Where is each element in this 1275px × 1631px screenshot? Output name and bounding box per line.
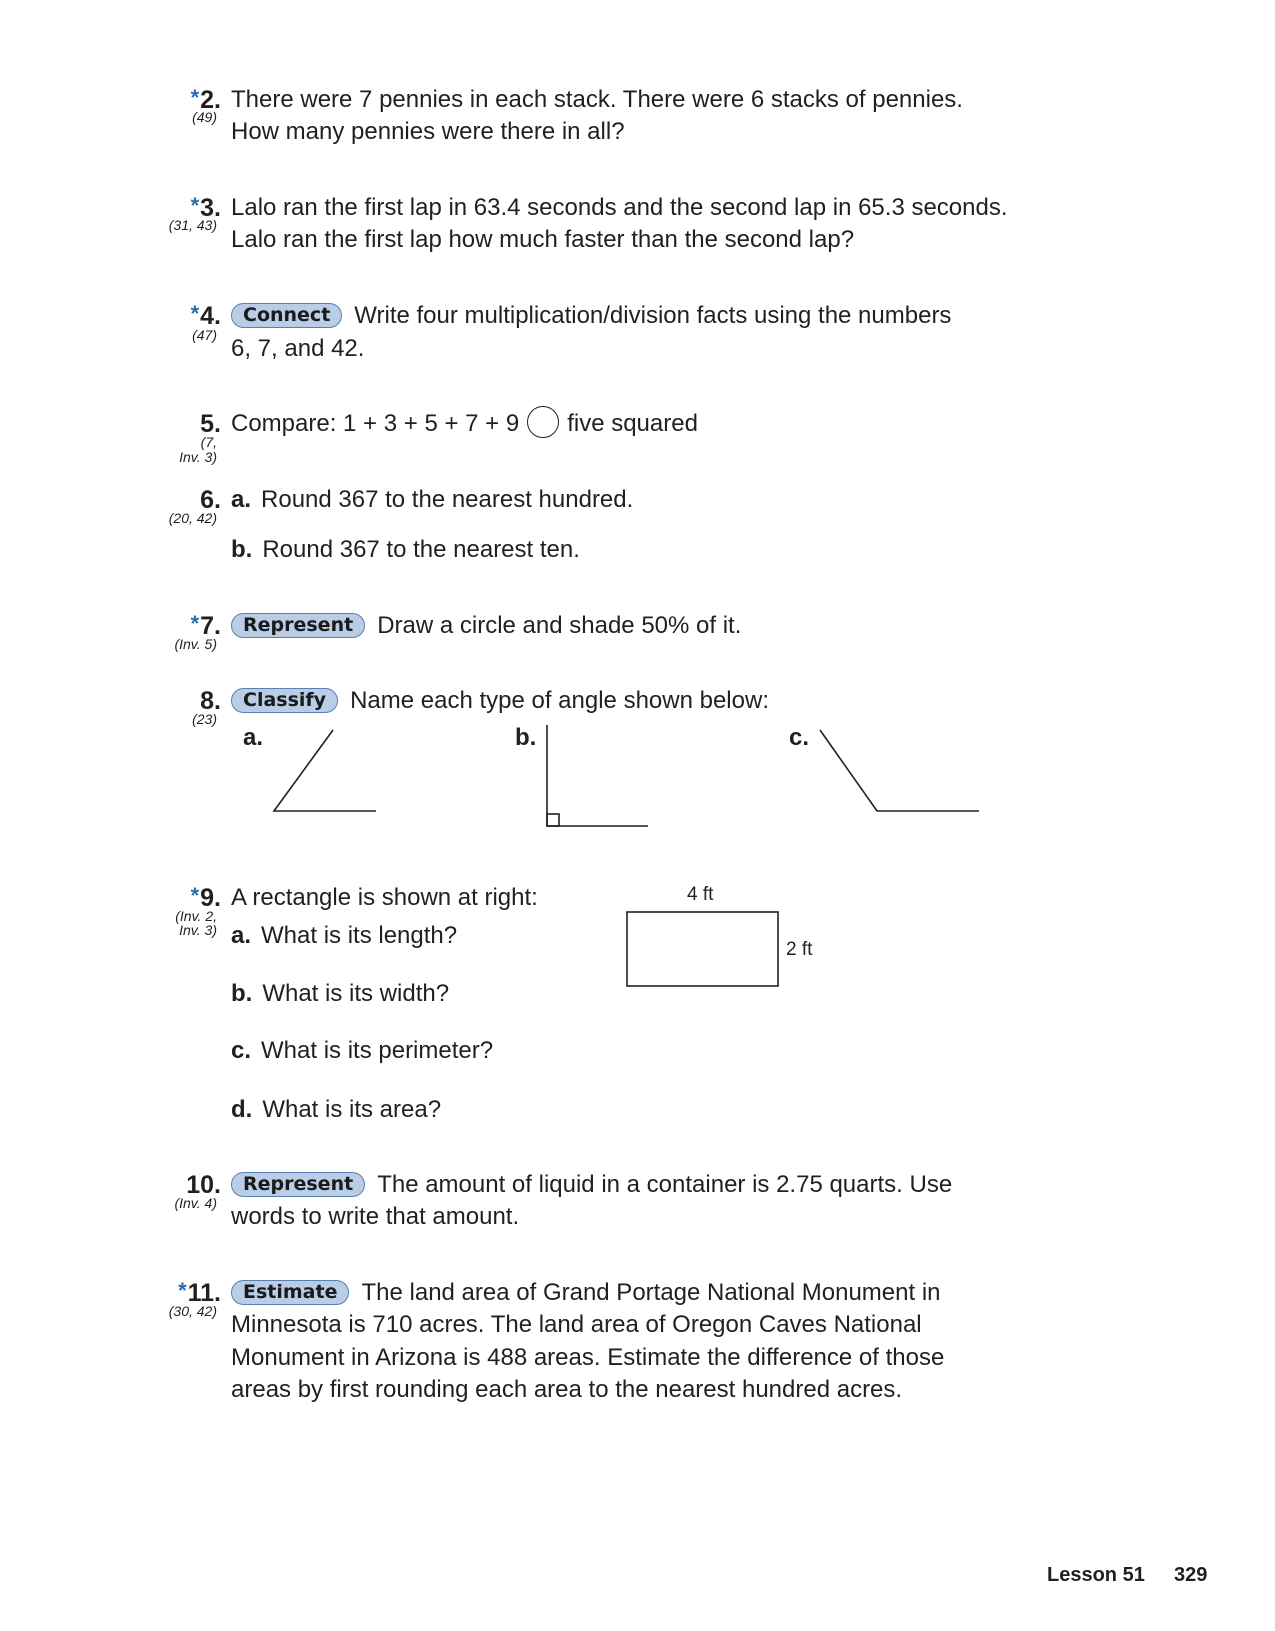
right-angle [547, 725, 648, 826]
star-icon: * [190, 301, 200, 326]
rectangle-length-label: 4 ft [687, 884, 714, 905]
subpart-d: d. What is its area? [231, 1096, 442, 1123]
lesson-reference: (Inv. 5) [174, 636, 217, 652]
problem-text-line: areas by first rounding each area to the nearest hundred acres. [231, 1376, 903, 1403]
lesson-label: Lesson 51 [1047, 1564, 1145, 1586]
rectangle-figure [627, 912, 778, 986]
problem-text-line: Minnesota is 710 acres. The land area of Oregon Caves National [231, 1311, 922, 1338]
problem-text-line: There were 7 pennies in each stack. There were 6 stacks of pennies. [231, 86, 963, 113]
lesson-reference: (Inv. 4) [174, 1195, 217, 1211]
star-icon: * [178, 1278, 187, 1303]
page-number: 329 [1174, 1564, 1208, 1586]
obtuse-angle [820, 730, 979, 811]
problem-number: *3. [190, 193, 221, 222]
problem-number: *9. [190, 883, 221, 912]
problem-number: *2. [190, 85, 221, 114]
problem-text-line: Estimate The land area of Grand Portage National Monument in [231, 1277, 941, 1309]
star-icon: * [190, 193, 200, 218]
problem-text-line: Classify Name each type of angle shown below: [231, 685, 769, 717]
lesson-reference: Inv. 3) [179, 449, 217, 465]
star-icon: * [190, 611, 200, 636]
lesson-reference: (7, [200, 434, 217, 450]
problem-text-line: How many pennies were there in all? [231, 118, 625, 145]
problem-text-line: A rectangle is shown at right: [231, 884, 538, 911]
problem-text-line: Lalo ran the first lap how much faster than the second lap? [231, 226, 855, 253]
represent-badge: Represent [231, 613, 365, 638]
angle-a-label: a. [243, 724, 264, 751]
subpart-b: b. What is its width? [231, 980, 450, 1007]
problem-text-line: Represent The amount of liquid in a container is 2.75 quarts. Use [231, 1169, 952, 1201]
subpart-a: a. Round 367 to the nearest hundred. [231, 486, 634, 513]
star-icon: * [190, 85, 200, 110]
connect-badge: Connect [231, 303, 342, 328]
problem-text-line: Represent Draw a circle and shade 50% of it. [231, 610, 741, 642]
lesson-reference: (30, 42) [168, 1303, 217, 1319]
angle-c-label: c. [789, 724, 810, 751]
subpart-a: a. What is its length? [231, 922, 458, 949]
angle-b-label: b. [515, 724, 537, 751]
lesson-reference: (31, 43) [168, 217, 217, 233]
lesson-reference: (49) [192, 109, 217, 125]
rectangle-width-label: 2 ft [786, 939, 813, 960]
problem-number: 8. [200, 687, 221, 715]
problem-number: *4. [190, 301, 221, 330]
problem-text-line: Monument in Arizona is 488 areas. Estimate the difference of those [231, 1344, 945, 1371]
right-angle-marker [547, 814, 559, 826]
lesson-reference: Inv. 3) [179, 922, 217, 938]
represent-badge: Represent [231, 1172, 365, 1197]
classify-badge: Classify [231, 688, 338, 713]
lesson-reference: (47) [192, 327, 217, 343]
problem-text-line: words to write that amount. [231, 1203, 520, 1230]
lesson-reference: (20, 42) [168, 510, 217, 526]
problem-number: *7. [190, 611, 221, 640]
lesson-reference: (Inv. 2, [175, 908, 217, 924]
problem-text-line: Lalo ran the first lap in 63.4 seconds and the second lap in 65.3 seconds. [231, 194, 1008, 221]
problem-text-line: Compare: 1 + 3 + 5 + 7 + 9 five squared [231, 408, 698, 441]
subpart-b: b. Round 367 to the nearest ten. [231, 536, 580, 563]
problem-text-line: 6, 7, and 42. [231, 335, 365, 362]
star-icon: * [190, 883, 200, 908]
problem-text-line: Connect Write four multiplication/division facts using the numbers [231, 300, 951, 332]
subpart-c: c. What is its perimeter? [231, 1037, 494, 1064]
problem-number: 5. [200, 410, 221, 438]
estimate-badge: Estimate [231, 1280, 349, 1305]
acute-angle [274, 730, 376, 811]
problem-number: *11. [178, 1278, 221, 1307]
lesson-reference: (23) [192, 711, 217, 727]
problem-number: 10. [186, 1171, 221, 1199]
problem-number: 6. [200, 486, 221, 514]
